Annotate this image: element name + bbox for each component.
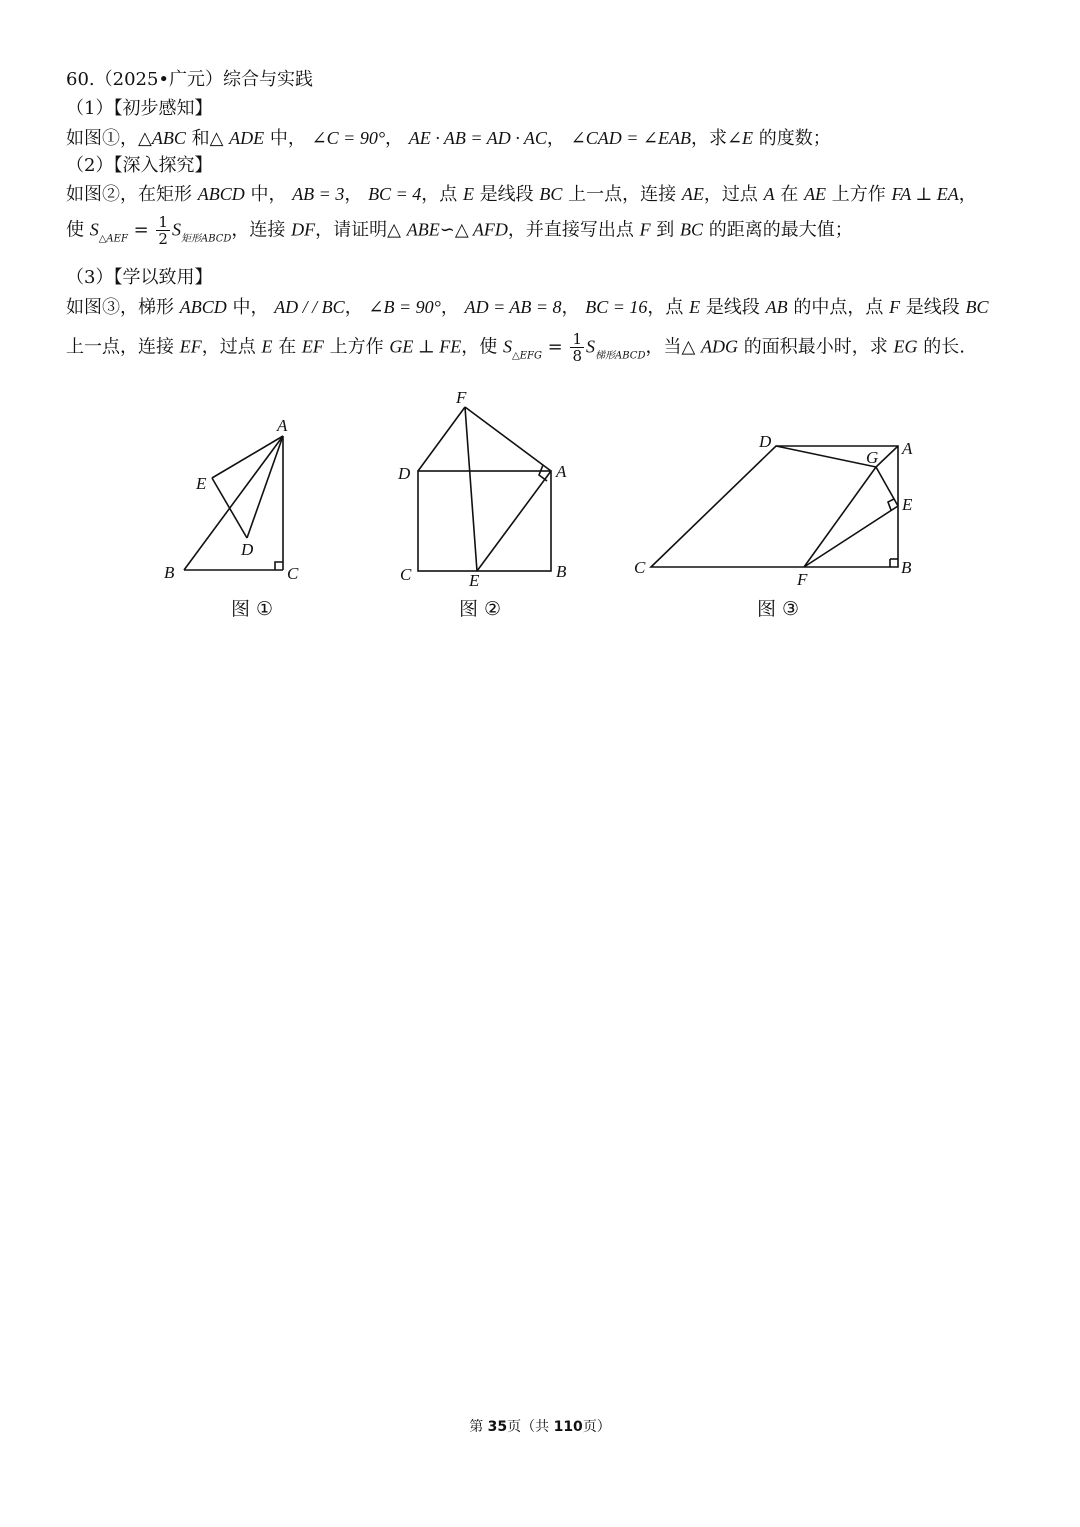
figure-3-caption: 图 ③	[757, 598, 800, 620]
fraction-eighth	[570, 331, 584, 364]
text: ，当△	[645, 336, 702, 358]
math: EF	[179, 336, 202, 357]
label-B: B	[164, 563, 175, 582]
text: =	[127, 219, 155, 241]
subscript: 矩形ABCD	[180, 233, 232, 245]
text: 和△	[185, 128, 230, 149]
math: E	[462, 184, 474, 204]
math: AE · AB = AD · AC	[408, 128, 547, 148]
sep: ，	[546, 128, 571, 149]
subscript: △AEF	[98, 233, 128, 245]
text: 使	[66, 219, 90, 241]
text: 是线段	[700, 297, 766, 318]
label-A: A	[902, 439, 913, 458]
math: E	[261, 336, 273, 357]
label-E: E	[469, 571, 480, 590]
label-A: A	[277, 416, 288, 435]
math: BC = 16	[585, 297, 648, 317]
text: ，过点	[703, 184, 764, 205]
text: ，连接	[231, 219, 292, 241]
sep: ，	[385, 128, 409, 149]
text: ∽	[439, 219, 455, 241]
math: BC	[965, 297, 989, 317]
text: 上一点，连接	[562, 184, 682, 205]
label-D: D	[759, 432, 772, 451]
part2-line1	[66, 181, 977, 208]
math: F	[889, 297, 901, 317]
math: F	[639, 219, 651, 240]
text: 的面积最小时，求	[738, 336, 894, 358]
segment-DA	[247, 436, 283, 538]
figure-1-caption: 图 ①	[231, 598, 274, 620]
segment-GE	[876, 467, 898, 506]
math: EG	[893, 336, 918, 357]
subscript: 梯形ABCD	[595, 350, 646, 362]
footer-text: 页（共	[507, 1419, 554, 1435]
label-C: C	[634, 558, 646, 577]
math: EF	[301, 336, 324, 357]
numerator: 1	[158, 213, 168, 231]
segment-EF	[804, 506, 898, 567]
segment-GF	[804, 467, 876, 567]
text: 的度数；	[753, 128, 831, 149]
part2-title-text: （2）【深入探究】	[66, 155, 213, 176]
text: 中，	[226, 297, 275, 318]
text: 如图③，梯形	[66, 297, 180, 318]
text: 上一点，连接	[66, 336, 180, 358]
text: 的长.	[917, 336, 965, 358]
segment-AB	[184, 436, 283, 570]
segment-FD	[418, 407, 465, 471]
segment-FE	[465, 407, 477, 571]
part1-title	[66, 96, 212, 122]
rectangle-ABCD	[418, 471, 551, 571]
figure-2-caption: 图 ②	[459, 598, 502, 620]
text: 在	[272, 336, 302, 358]
label-E: E	[902, 495, 913, 514]
text: ，并直接写出点	[507, 219, 640, 241]
denominator: 8	[572, 347, 583, 365]
figure-3	[651, 446, 898, 567]
figure-3-labels	[634, 432, 913, 589]
numerator: 1	[572, 330, 583, 348]
segment-AE	[212, 436, 283, 478]
page-total: 110	[553, 1419, 583, 1435]
text: 到	[650, 219, 681, 241]
text: 的距离的最大值；	[703, 219, 853, 241]
subscript: △EFG	[512, 350, 542, 362]
label-C: C	[400, 565, 412, 584]
text: 中，	[264, 128, 312, 149]
math: ∠CAD = ∠EAB	[570, 128, 691, 148]
math: AE	[681, 184, 704, 204]
header-text: 60.（2025•广元）综合与实践	[66, 69, 314, 90]
math: AE	[804, 184, 827, 204]
math: AB = 3	[292, 184, 345, 204]
part3-title-text: （3）【学以致用】	[66, 267, 213, 288]
math: A	[763, 184, 775, 204]
text: 在	[774, 184, 805, 205]
text: ，使	[461, 336, 504, 358]
math: E	[689, 297, 701, 317]
label-F: F	[797, 570, 808, 589]
math: S	[586, 336, 596, 357]
problem-header	[66, 67, 313, 93]
right-angle-mark-C	[275, 562, 283, 570]
figure-2-labels	[397, 388, 567, 590]
math: ADE	[229, 128, 265, 148]
sep: ，	[561, 297, 586, 318]
sep: ，	[344, 184, 369, 205]
label-C: C	[287, 564, 299, 583]
page-number: 35	[487, 1419, 508, 1435]
segment-DG	[776, 446, 879, 467]
footer-text: 页）	[582, 1419, 611, 1435]
sep: ，	[958, 184, 977, 205]
sep: ，	[440, 297, 465, 318]
label-D: D	[241, 540, 254, 559]
math: △ AFD	[454, 219, 508, 240]
math: BC	[680, 219, 704, 240]
fraction-half	[156, 214, 170, 247]
label-D: D	[398, 464, 411, 483]
part2-title	[66, 153, 212, 179]
segment-FA	[465, 407, 551, 471]
part2-line2	[66, 214, 853, 253]
label-E: E	[196, 474, 207, 493]
sep: ，	[344, 297, 369, 318]
part1-statement	[66, 125, 831, 152]
math: FA ⊥ EA	[891, 184, 959, 204]
math: DF	[291, 219, 316, 240]
label-F: F	[456, 388, 467, 407]
math: ADG	[701, 336, 739, 357]
part1-title-text: （1）【初步感知】	[66, 98, 213, 119]
label-B: B	[901, 558, 912, 577]
math: BC	[539, 184, 563, 204]
label-G: G	[866, 448, 879, 467]
text: 中，	[244, 184, 293, 205]
text: ，过点	[201, 336, 262, 358]
text: 是线段	[900, 297, 966, 318]
part3-line1	[66, 294, 989, 321]
math: ∠C = 90°	[311, 128, 386, 148]
text: ，点	[647, 297, 690, 318]
label-B: B	[556, 562, 567, 581]
part3-line2	[66, 331, 965, 370]
text: =	[541, 336, 569, 358]
math: S	[503, 336, 513, 357]
math: S	[171, 219, 181, 240]
segment-ED	[212, 478, 247, 538]
text: ，请证明△	[315, 219, 407, 241]
text: 上方作	[826, 184, 892, 205]
math: S	[89, 219, 99, 240]
text: ，求∠	[690, 128, 743, 149]
label-A: A	[556, 462, 567, 481]
segment-AE	[477, 471, 551, 571]
math: ABE	[406, 219, 440, 240]
math: AD = AB = 8	[464, 297, 562, 317]
part3-title	[66, 265, 212, 291]
math: BC = 4	[368, 184, 422, 204]
math: E	[742, 128, 754, 148]
text: 是线段	[473, 184, 540, 205]
text: 的中点，点	[787, 297, 890, 318]
math: AD / / BC	[274, 297, 345, 317]
page-footer	[0, 1416, 1080, 1436]
text: 上方作	[323, 336, 390, 358]
figure-1	[184, 436, 283, 570]
math: ABC	[151, 128, 186, 148]
math: AB	[765, 297, 788, 317]
math: ABCD	[197, 184, 245, 204]
math: ∠B = 90°	[368, 297, 441, 317]
figures-area	[0, 380, 1080, 630]
math: GE ⊥ FE	[389, 336, 462, 357]
footer-text: 第	[469, 1419, 488, 1435]
text: 如图①，△	[66, 128, 152, 149]
segment-GA	[876, 446, 898, 467]
math: ABCD	[179, 297, 227, 317]
text: ，点	[421, 184, 463, 205]
text: 如图②，在矩形	[66, 184, 198, 205]
figure-2	[418, 407, 551, 571]
denominator: 2	[158, 230, 168, 248]
